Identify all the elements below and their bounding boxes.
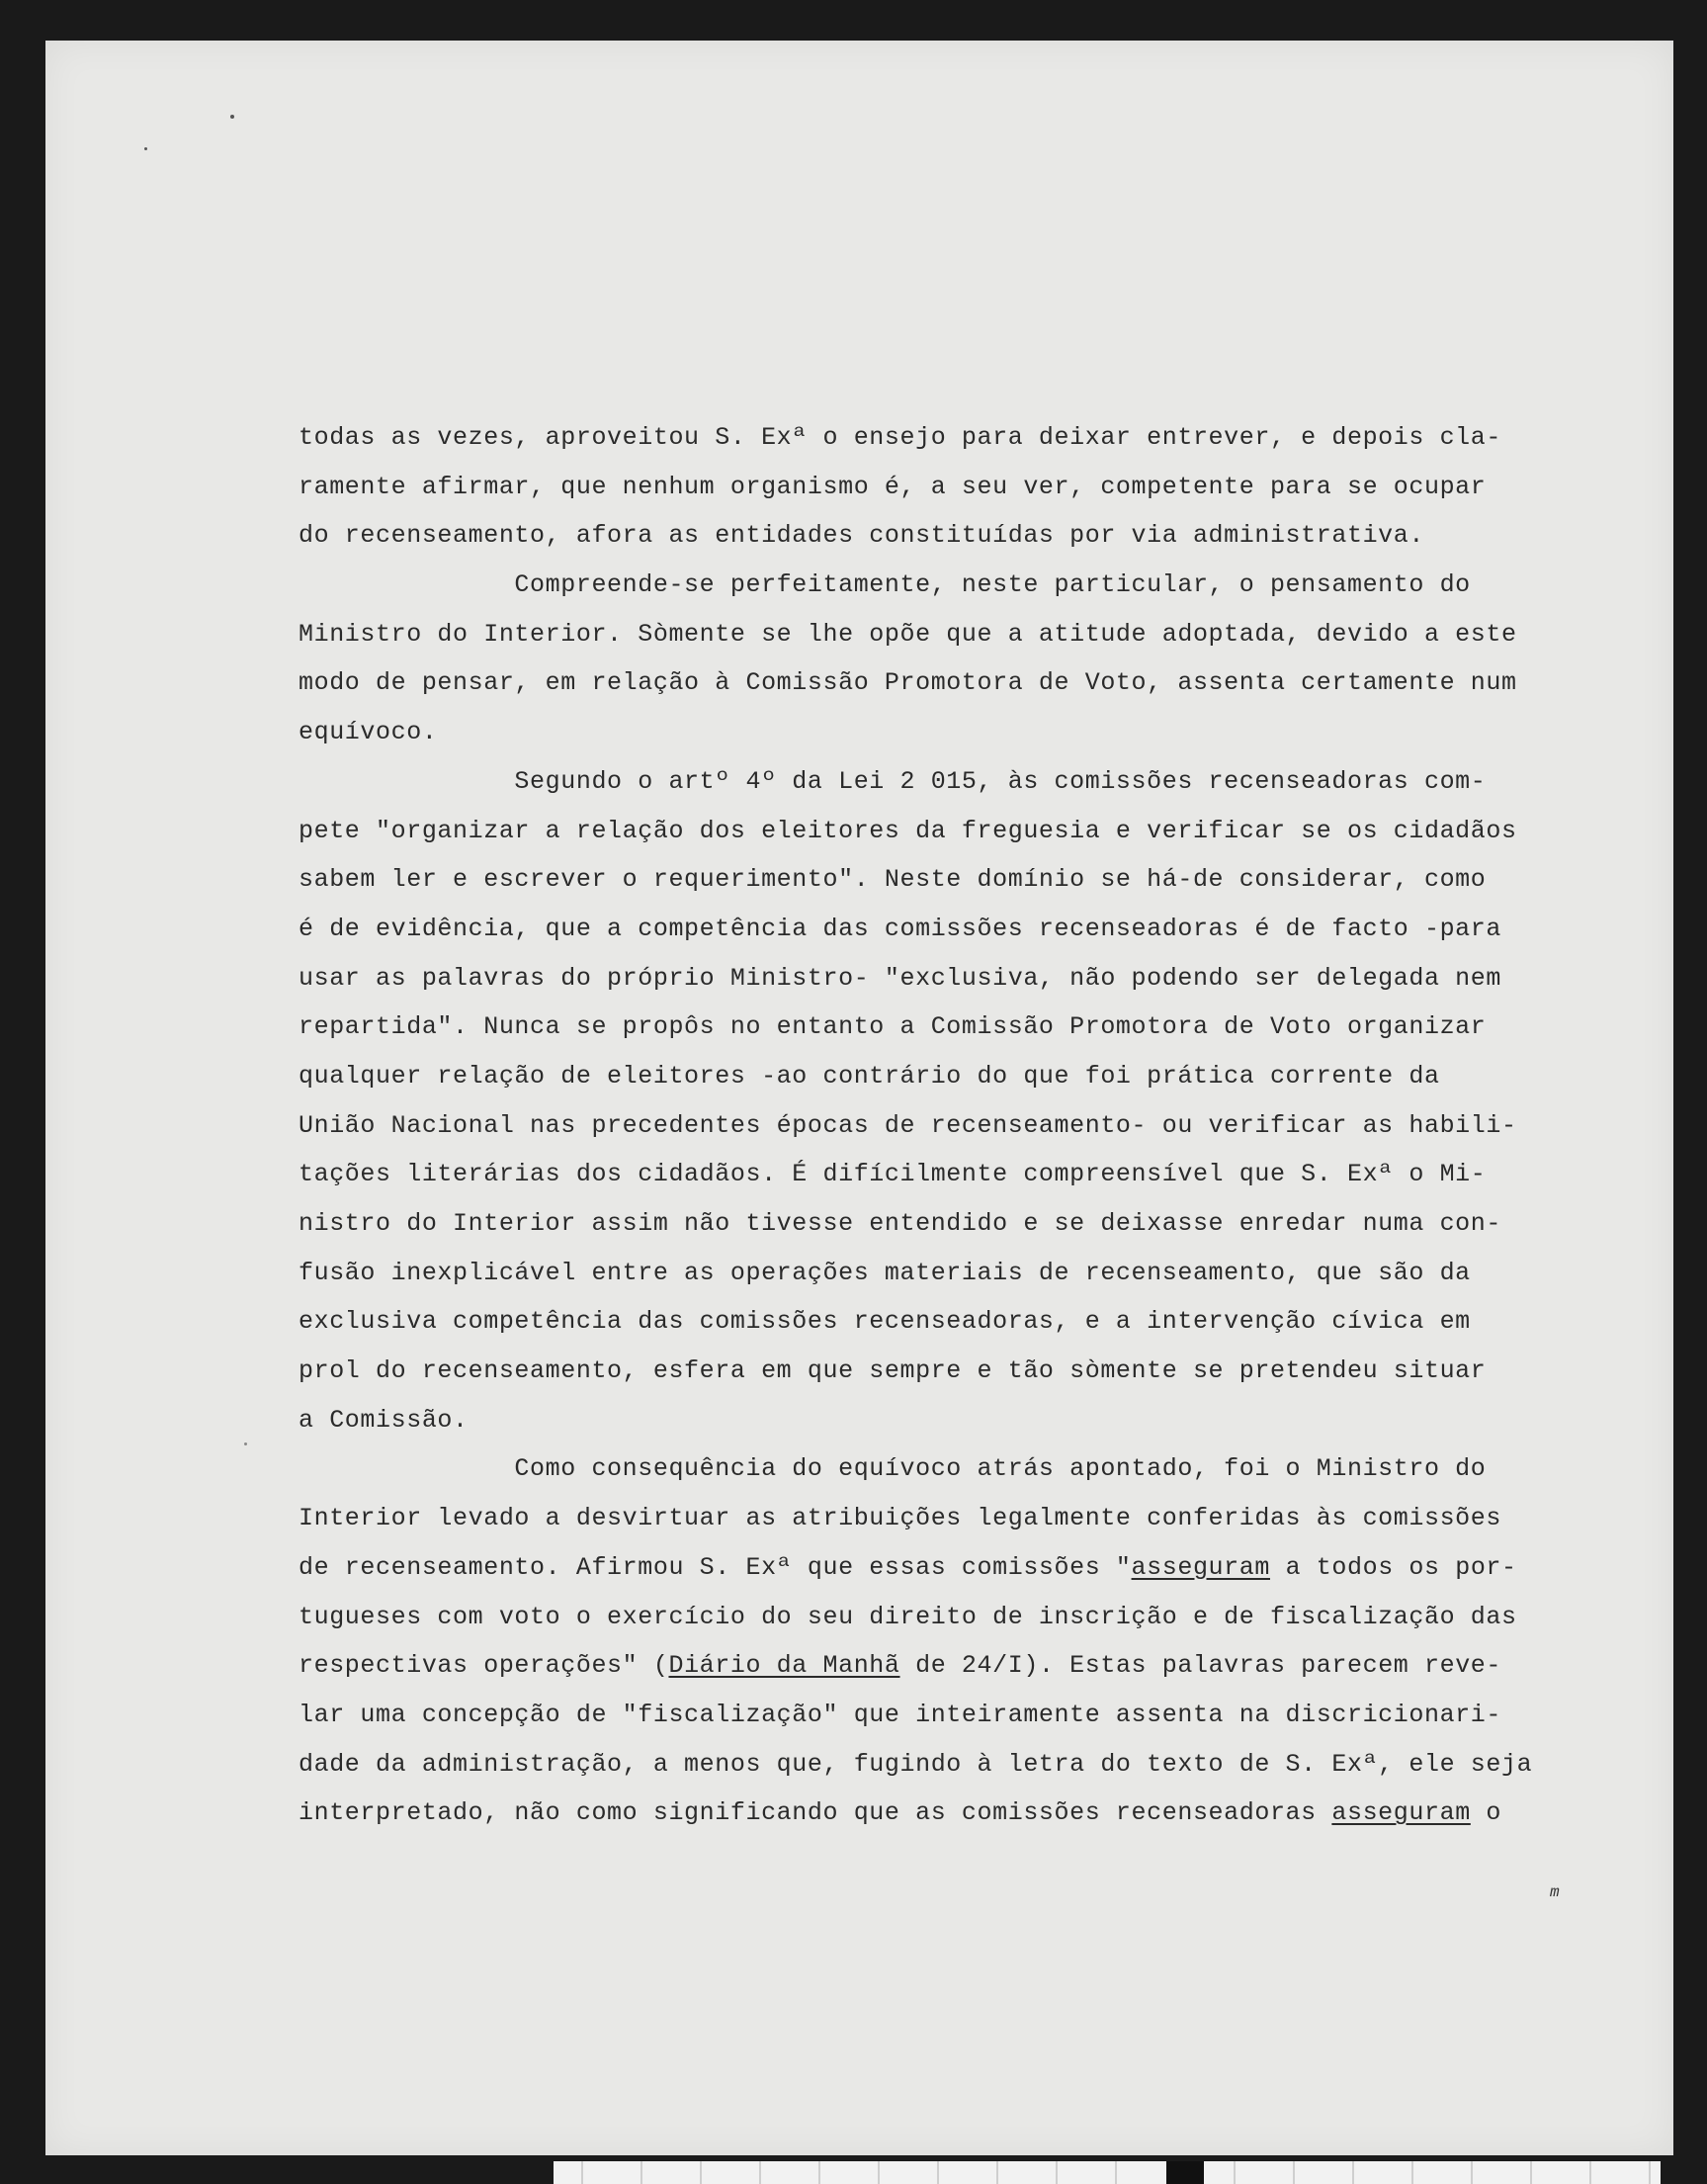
text-line xyxy=(299,1249,1643,1298)
text-segment: todas as vezes, aproveitou S. Exª o ensejo para deixar entrever, e depois cla- xyxy=(299,423,1501,452)
text-line xyxy=(299,511,1643,561)
text-line xyxy=(299,1101,1643,1151)
text-segment: respectivas operações" ( xyxy=(299,1651,669,1681)
text-segment: modo de pensar, em relação à Comissão Promotora de Voto, assenta certamente num xyxy=(299,668,1517,698)
text-line xyxy=(299,1052,1643,1101)
text-line xyxy=(299,1003,1643,1052)
text-segment: exclusiva competência das comissões recenseadoras, e a intervenção cívica em xyxy=(299,1307,1471,1337)
text-segment: pete "organizar a relação dos eleitores da freguesia e verificar se os cidadãos xyxy=(299,816,1517,845)
text-segment: Interior levado a desvirtuar as atribuições legalmente conferidas às comissões xyxy=(299,1504,1501,1533)
text-segment: equívoco. xyxy=(299,718,438,747)
text-segment: do recenseamento, afora as entidades constituídas por via administrativa. xyxy=(299,521,1424,551)
text-line xyxy=(299,1593,1643,1642)
underlined-phrase: asseguram xyxy=(1331,1798,1471,1828)
text-segment: interpretado, não como significando que as comissões recenseadoras xyxy=(299,1798,1332,1828)
scan-calibration-block xyxy=(1166,2161,1204,2184)
text-segment: usar as palavras do próprio Ministro- "exclusiva, não podendo ser delegada nem xyxy=(299,963,1501,993)
text-segment: tações literárias dos cidadãos. É difícilmente compreensível que S. Exª o Mi- xyxy=(299,1160,1487,1189)
typed-body-text xyxy=(299,413,1643,1838)
text-line xyxy=(299,1297,1643,1347)
text-line xyxy=(299,658,1643,708)
underlined-phrase: asseguram xyxy=(1131,1552,1270,1582)
text-line xyxy=(299,954,1643,1004)
text-segment: fusão inexplicável entre as operações materiais de recenseamento, que são da xyxy=(299,1258,1471,1287)
text-line xyxy=(299,1543,1643,1593)
text-segment: de 24/I). Estas palavras parecem reve- xyxy=(899,1651,1502,1681)
text-line xyxy=(299,807,1643,856)
text-segment: Compreende-se perfeitamente, neste particular, o pensamento do xyxy=(299,570,1471,600)
text-line xyxy=(299,757,1643,807)
text-line xyxy=(299,561,1643,610)
text-line xyxy=(299,1494,1643,1543)
text-segment: União Nacional nas precedentes épocas de recenseamento- ou verificar as habili- xyxy=(299,1110,1517,1140)
text-segment: Ministro do Interior. Sòmente se lhe opõe que a atitude adoptada, devido a este xyxy=(299,619,1517,649)
text-line xyxy=(299,1347,1643,1396)
text-line xyxy=(299,1444,1643,1494)
text-line xyxy=(299,708,1643,757)
text-line xyxy=(299,1641,1643,1691)
text-line xyxy=(299,1789,1643,1838)
text-segment: sabem ler e escrever o requerimento". Neste domínio se há-de considerar, como xyxy=(299,865,1487,895)
text-line xyxy=(299,855,1643,905)
text-line xyxy=(299,463,1643,512)
dust-speck xyxy=(144,147,147,150)
text-line xyxy=(299,610,1643,659)
text-segment: a todos os por- xyxy=(1269,1552,1517,1582)
text-segment: ramente afirmar, que nenhum organismo é, a seu ver, competente para se ocupar xyxy=(299,472,1487,501)
text-segment: prol do recenseamento, esfera em que sempre e tão sòmente se pretendeu situar xyxy=(299,1356,1487,1386)
text-line xyxy=(299,1199,1643,1249)
scan-calibration-strip xyxy=(554,2161,1661,2184)
text-line xyxy=(299,1691,1643,1740)
text-segment: tugueses com voto o exercício do seu direito de inscrição e de fiscalização das xyxy=(299,1602,1517,1631)
text-line xyxy=(299,1396,1643,1445)
underlined-phrase: Diário da Manhã xyxy=(668,1651,900,1681)
text-segment: Segundo o artº 4º da Lei 2 015, às comissões recenseadoras com- xyxy=(299,766,1487,796)
text-segment: Como consequência do equívoco atrás apontado, foi o Ministro do xyxy=(299,1454,1487,1484)
text-segment: dade da administração, a menos que, fugindo à letra do texto de S. Exª, ele seja xyxy=(299,1749,1533,1779)
text-segment: a Comissão. xyxy=(299,1405,469,1435)
text-line xyxy=(299,413,1643,463)
text-segment: qualquer relação de eleitores -ao contrário do que foi prática corrente da xyxy=(299,1061,1440,1091)
text-line xyxy=(299,1150,1643,1199)
text-segment: o xyxy=(1470,1798,1502,1828)
text-segment: é de evidência, que a competência das comissões recenseadoras é de facto -para xyxy=(299,914,1501,943)
text-segment: de recenseamento. Afirmou S. Exª que essas comissões " xyxy=(299,1552,1132,1582)
text-line xyxy=(299,905,1643,954)
text-segment: repartida". Nunca se propôs no entanto a Comissão Promotora de Voto organizar xyxy=(299,1012,1487,1042)
handwritten-mark: m xyxy=(1550,1883,1560,1901)
text-line xyxy=(299,1740,1643,1790)
dust-speck xyxy=(230,115,234,119)
dust-speck xyxy=(244,1442,247,1445)
text-segment: nistro do Interior assim não tivesse entendido e se deixasse enredar numa con- xyxy=(299,1209,1501,1238)
text-segment: lar uma concepção de "fiscalização" que inteiramente assenta na discricionari- xyxy=(299,1700,1501,1729)
